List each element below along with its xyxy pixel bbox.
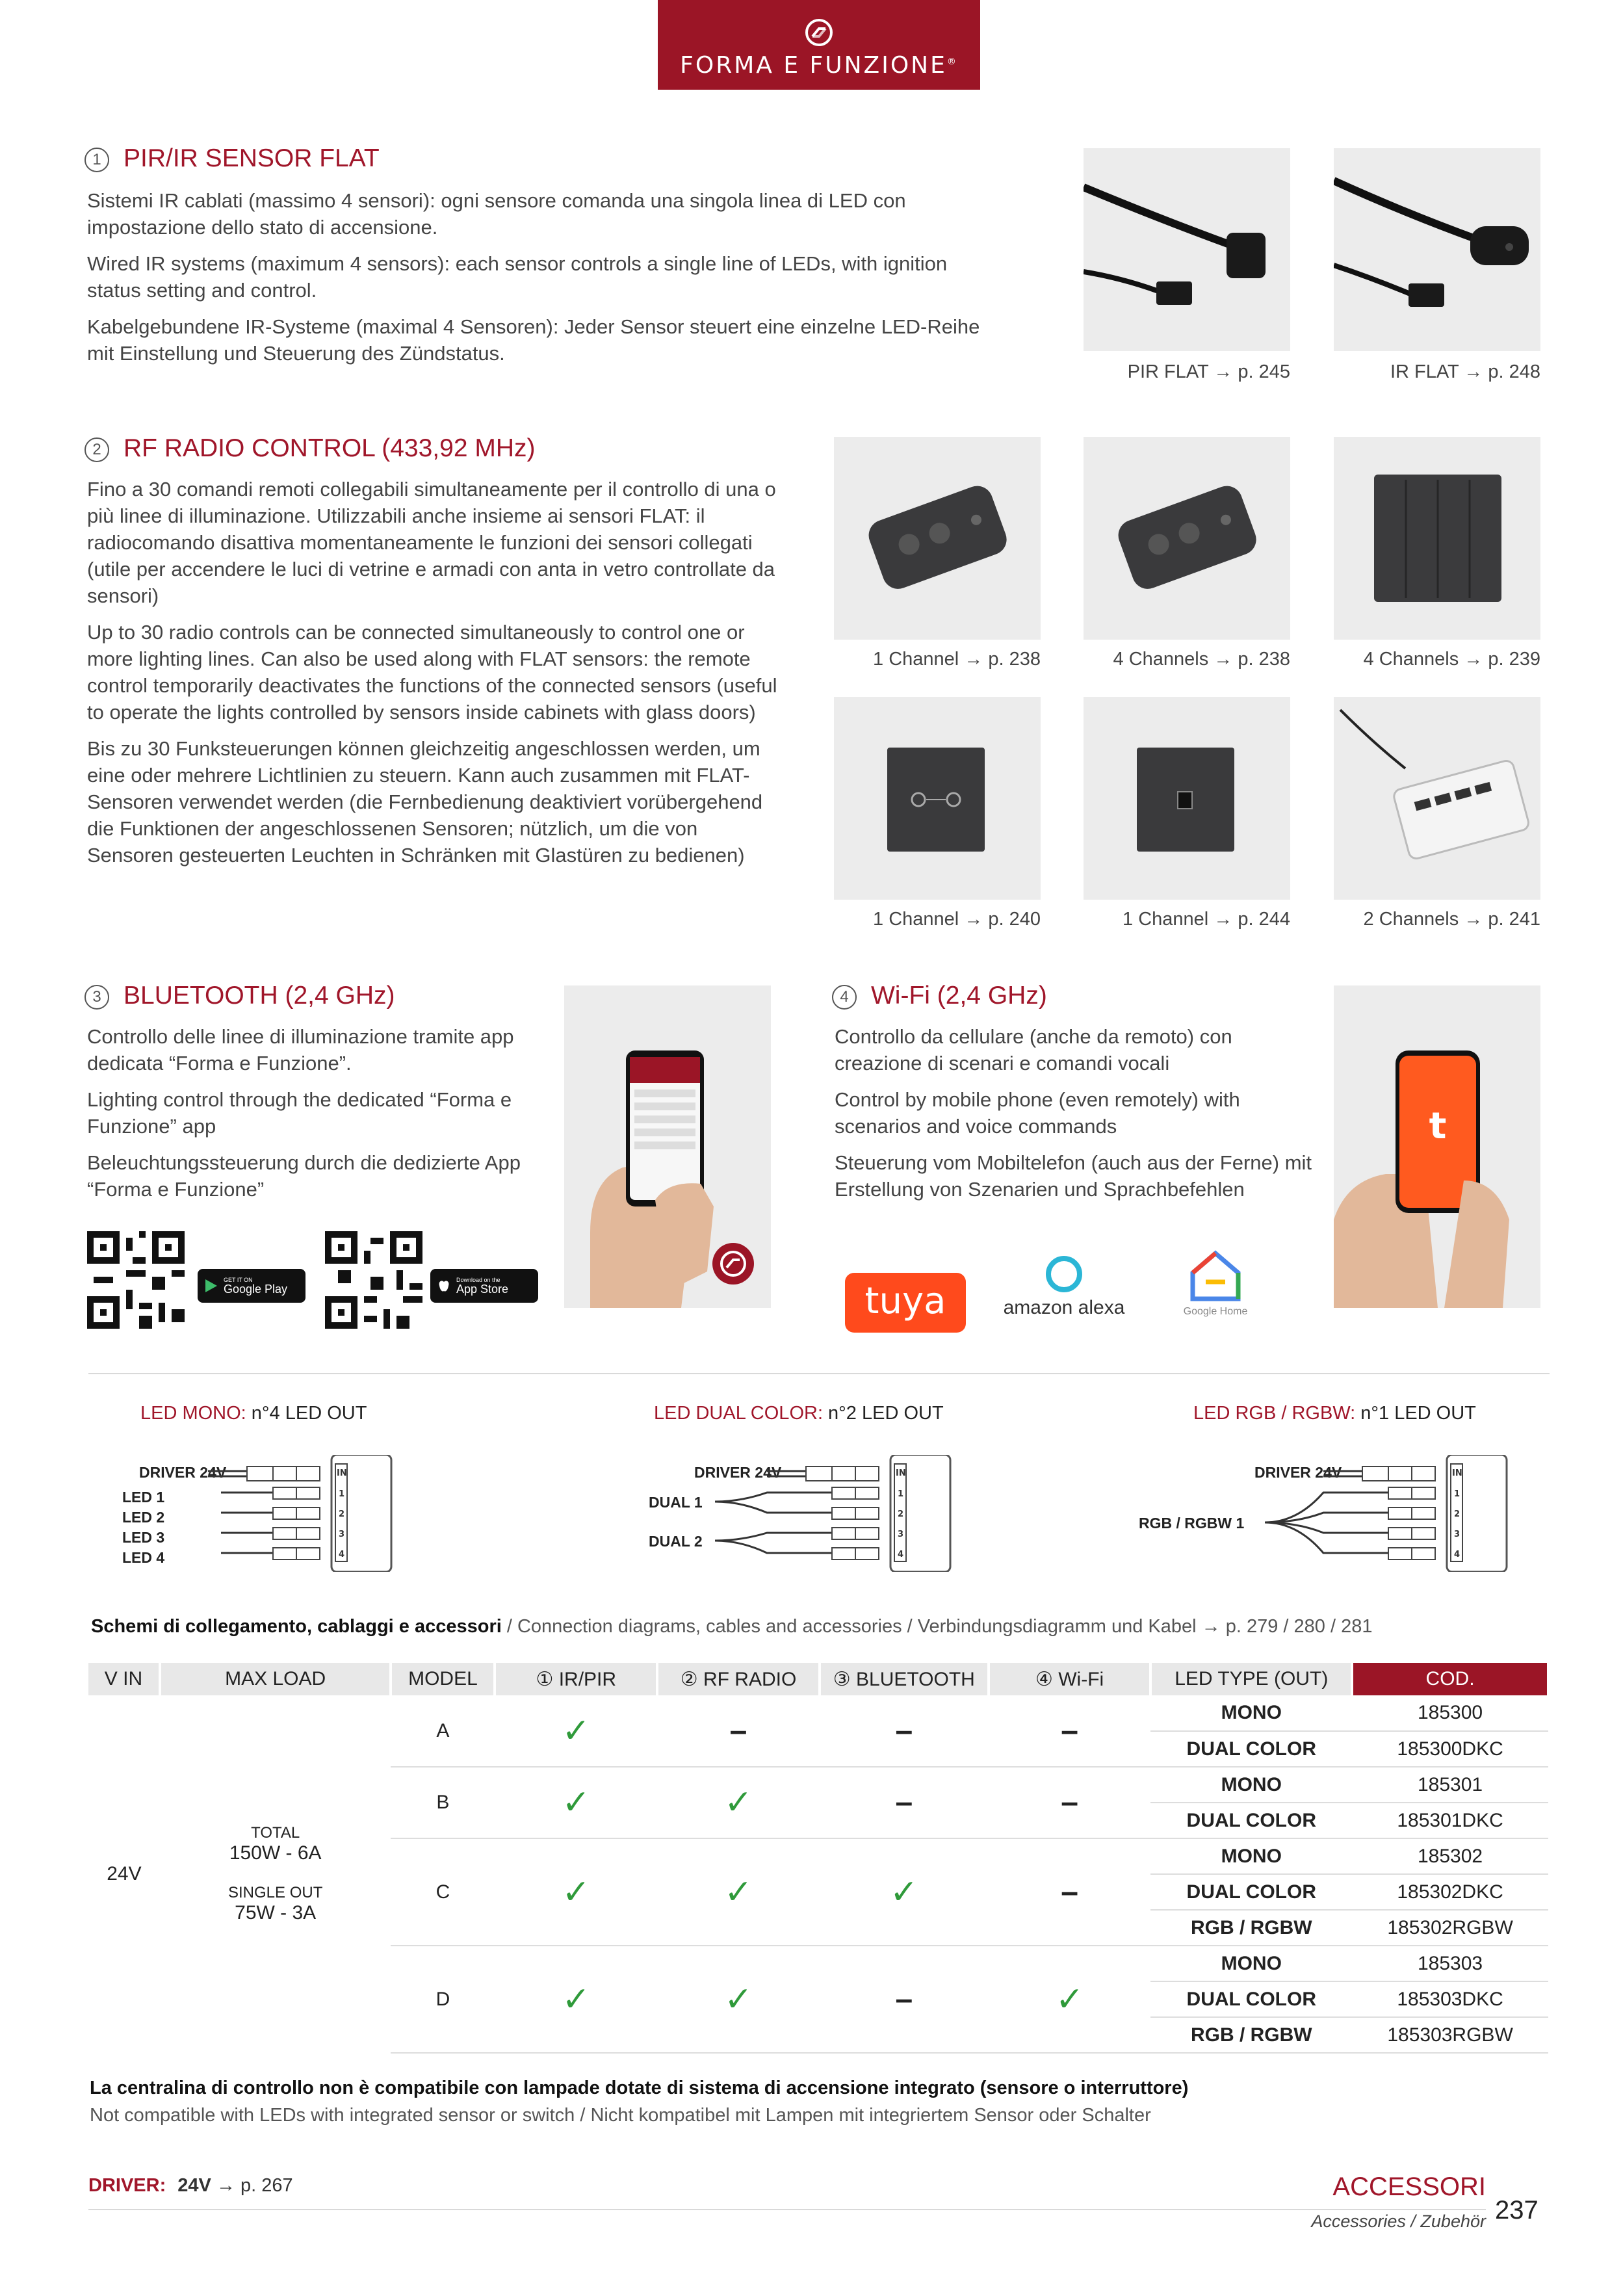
feature-cell-bt: [820, 1767, 989, 1838]
led-type-cell: MONO: [1150, 1695, 1352, 1731]
check-icon: ✓: [562, 1712, 591, 1750]
svg-text:2: 2: [898, 1509, 904, 1519]
section-pir-title: 1 PIR/IR SENSOR FLAT: [84, 144, 380, 173]
feature-cell-ir: [495, 1838, 657, 1946]
caption-rf-3: 4 Channels → p. 239: [1363, 649, 1540, 670]
dash-icon: –: [1061, 1785, 1078, 1820]
caption-rf-5: 1 Channel → p. 244: [1123, 909, 1290, 930]
app-store-label: App Store: [456, 1282, 509, 1296]
remote-4ch-icon: [1084, 437, 1290, 640]
max-load-cell: [160, 1695, 391, 2053]
svg-text:IN: IN: [896, 1468, 906, 1478]
svg-text:IN: IN: [1452, 1468, 1462, 1478]
wifi-app-photo: [1334, 985, 1540, 1308]
section-number-badge: 1: [84, 148, 109, 172]
feature-cell-bt: [820, 1838, 989, 1946]
section-pir-text: [87, 187, 997, 376]
feature-cell-wifi: [989, 1767, 1151, 1838]
col-model: MODEL: [391, 1663, 495, 1695]
google-play-small-text: GET IT ON: [224, 1276, 253, 1283]
code-cell: 185303RGBW: [1352, 2017, 1548, 2053]
product-photo-rf-1ch-wall-a: [834, 697, 1041, 900]
check-icon: ✓: [562, 1873, 591, 1911]
dash-icon: –: [895, 1981, 913, 2016]
led-type-cell: RGB / RGBW: [1150, 2017, 1352, 2053]
code-cell: 185302DKC: [1352, 1874, 1548, 1910]
wiring-rgb-title: LED RGB / RGBW: n°1 LED OUT: [1193, 1403, 1476, 1424]
feature-cell-rf: [657, 1838, 820, 1946]
code-cell: 185301DKC: [1352, 1803, 1548, 1838]
pir-sensor-icon: [1084, 148, 1290, 351]
check-icon: ✓: [724, 1784, 753, 1821]
brand-name: FORMA E FUNZIONE®: [680, 52, 958, 79]
section-rf-text: [87, 476, 789, 878]
model-cell: A: [391, 1695, 495, 1767]
section-number-badge: 4: [832, 985, 857, 1010]
wifi-text-de: Steuerung vom Mobiltelefon (auch aus der Ferne) mit Erstellung von Szenarien und Sprachbefehlen: [835, 1151, 1312, 1201]
pir-text-en: Wired IR systems (maximum 4 sensors): each sensor controls a single line of LEDs, with ignition status setting and control.: [87, 252, 948, 302]
svg-text:1: 1: [1454, 1489, 1461, 1499]
code-cell: 185303DKC: [1352, 1981, 1548, 2017]
wall-panel-4ch-icon: [1334, 437, 1540, 640]
code-cell: 185302: [1352, 1838, 1548, 1874]
brand-logo-icon: [803, 17, 835, 48]
feature-cell-wifi: [989, 1695, 1151, 1767]
wiring-dual-title: LED DUAL COLOR: n°2 LED OUT: [654, 1403, 944, 1424]
feature-cell-bt: [820, 1946, 989, 2053]
pir-text-de: Kabelgebundene IR-Systeme (maximal 4 Sensoren): Jeder Sensor steuert eine einzelne LED-Reihe mit Einstellung und Steuerung des Zündstatus.: [87, 315, 980, 365]
bt-text-en: Lighting control through the dedicated “Forma e Funzione” app: [87, 1088, 512, 1138]
qr-code-icon: [325, 1231, 422, 1329]
qr-code-google-play[interactable]: [87, 1231, 185, 1329]
apple-icon: [437, 1278, 451, 1294]
max-total-value: 150W - 6A: [229, 1842, 322, 1864]
code-cell: 185303: [1352, 1946, 1548, 1981]
google-play-badge[interactable]: [198, 1269, 305, 1303]
dash-icon: –: [1061, 1713, 1078, 1748]
col-wifi: ④ Wi-Fi: [989, 1663, 1151, 1695]
code-cell: 185300DKC: [1352, 1731, 1548, 1767]
check-icon: ✓: [1055, 1980, 1084, 2018]
led-type-cell: MONO: [1150, 1946, 1352, 1981]
svg-text:4: 4: [339, 1550, 345, 1559]
caption-rf-6: 2 Channels → p. 241: [1363, 909, 1540, 930]
svg-text:2: 2: [1454, 1509, 1461, 1519]
vin-cell: 24V: [107, 1863, 142, 1885]
wall-switch-2btn-icon: [834, 697, 1041, 900]
section-rf-title: 2 RF RADIO CONTROL (433,92 MHz): [84, 434, 535, 463]
section-number-badge: 2: [84, 437, 109, 462]
footer-section-subtitle: Accessories / Zubehör: [1311, 2211, 1486, 2231]
alexa-logo: [996, 1255, 1132, 1333]
google-home-icon: [1186, 1249, 1245, 1303]
dash-icon: –: [895, 1785, 913, 1820]
bt-text-it: Controllo delle linee di illuminazione tramite app dedicata “Forma e Funzione”.: [87, 1025, 514, 1075]
mono-wiring-diagram: [208, 1455, 396, 1572]
mono-led-3-label: LED 3: [122, 1529, 165, 1546]
check-icon: ✓: [890, 1873, 918, 1911]
code-cell: 185301: [1352, 1767, 1548, 1803]
dash-icon: –: [895, 1713, 913, 1748]
dual-2-label: DUAL 2: [649, 1533, 703, 1550]
footer-driver: DRIVER: 24V → p. 267: [88, 2175, 293, 2196]
brand-header: [658, 0, 980, 90]
mono-driver-label: DRIVER 24V: [139, 1464, 227, 1481]
wiring-note: Schemi di collegamento, cablaggi e accessori / Connection diagrams, cables and accessories / Verbindungsdiagramm und Kabel → p. 279 / 280 / 281: [91, 1616, 1373, 1637]
feature-cell-bt: [820, 1695, 989, 1767]
ir-sensor-icon: [1334, 148, 1540, 351]
mono-led-2-label: LED 2: [122, 1509, 165, 1526]
feature-cell-rf: [657, 1695, 820, 1767]
footer-divider: [88, 2209, 1486, 2210]
compat-note: Not compatible with LEDs with integrated sensor or switch / Nicht kompatibel mit Lampen mit integriertem Sensor oder Schalter: [90, 2105, 1151, 2126]
svg-text:1: 1: [898, 1489, 904, 1499]
forma-funzione-app-icon: [711, 1242, 755, 1286]
rf-text-it: Fino a 30 comandi remoti collegabili simultaneamente per il controllo di una o più linee di illuminazione. Utilizzabili anche insieme ai sensori FLAT: il radiocomando disattiva momentaneamente le funzioni dei sensori collegati (utile per accendere le luci di vetrine e armadi con anta in vetro controllate da sensori): [87, 478, 776, 607]
section-wifi-text: [835, 1023, 1316, 1212]
led-type-cell: DUAL COLOR: [1150, 1981, 1352, 2017]
wall-switch-1btn-icon: [1084, 697, 1290, 900]
wiring-mono-title: LED MONO: n°4 LED OUT: [140, 1403, 367, 1424]
bt-text-de: Beleuchtungssteuerung durch die dedizierte App “Forma e Funzione”: [87, 1151, 521, 1201]
feature-cell-rf: [657, 1946, 820, 2053]
section-bluetooth-text: [87, 1023, 568, 1212]
google-home-label: Google Home: [1183, 1306, 1248, 1317]
remote-1ch-icon: [834, 437, 1041, 640]
rgb-driver-label: DRIVER 24V: [1254, 1464, 1342, 1481]
dual-wiring-diagram: [715, 1455, 955, 1572]
model-cell: D: [391, 1946, 495, 2053]
divider: [88, 1373, 1550, 1374]
caption-ir-flat: IR FLAT → p. 248: [1390, 361, 1540, 382]
wifi-text-en: Control by mobile phone (even remotely) with scenarios and voice commands: [835, 1088, 1240, 1138]
product-photo-rf-2ch-receiver: [1334, 697, 1540, 900]
led-type-cell: RGB / RGBW: [1150, 1910, 1352, 1946]
led-type-cell: MONO: [1150, 1838, 1352, 1874]
svg-text:t: t: [1429, 1105, 1447, 1147]
max-single-label: SINGLE OUT: [228, 1884, 323, 1901]
google-play-icon: [204, 1278, 218, 1294]
svg-text:IN: IN: [337, 1468, 347, 1478]
compat-note-bold: La centralina di controllo non è compatibile con lampade dotate di sistema di accensione integrato (sensore o interruttore): [90, 2078, 1189, 2098]
caption-rf-4: 1 Channel → p. 240: [873, 909, 1041, 930]
dual-1-label: DUAL 1: [649, 1494, 703, 1511]
product-photo-pir-flat: [1084, 148, 1290, 351]
feature-cell-ir: [495, 1695, 657, 1767]
svg-text:1: 1: [339, 1489, 345, 1499]
spec-table: [88, 1663, 1550, 2054]
rgb-wiring-diagram: [1265, 1455, 1512, 1572]
max-single-value: 75W - 3A: [235, 1902, 317, 1924]
caption-rf-2: 4 Channels → p. 238: [1113, 649, 1290, 670]
feature-cell-rf: [657, 1767, 820, 1838]
receiver-module-icon: [1334, 697, 1540, 900]
col-max-load: MAX LOAD: [160, 1663, 391, 1695]
model-cell: B: [391, 1767, 495, 1838]
mono-led-4-label: LED 4: [122, 1549, 165, 1566]
dash-icon: –: [1061, 1874, 1078, 1909]
feature-cell-wifi: [989, 1838, 1151, 1946]
phone-tuya-icon: [1334, 985, 1540, 1308]
section-wifi-title: 4 Wi-Fi (2,4 GHz): [832, 982, 1047, 1010]
feature-cell-wifi: [989, 1946, 1151, 2053]
bluetooth-app-photo: [564, 985, 771, 1308]
section-bluetooth-title: 3 BLUETOOTH (2,4 GHz): [84, 982, 395, 1010]
col-led-type: LED TYPE (OUT): [1150, 1663, 1352, 1695]
max-total-label: TOTAL: [251, 1824, 300, 1842]
table-header-row: [88, 1663, 1548, 1695]
code-cell: 185302RGBW: [1352, 1910, 1548, 1946]
caption-pir-flat: PIR FLAT → p. 245: [1127, 361, 1290, 382]
led-type-cell: DUAL COLOR: [1150, 1874, 1352, 1910]
rf-text-de: Bis zu 30 Funksteuerungen können gleichzeitig angeschlossen werden, um eine oder mehrere Lichtlinien zu steuern. Kann auch zusammen mit FLAT-Sensoren verwendet werden (die Fernbedienung deaktiviert vorübergehend die Funktionen der angeschlossenen Sensoren; nützlich, um die von Sensoren gesteuerten Leuchten in Schränken mit Glastüren zu bedienen): [87, 737, 763, 867]
pir-text-it: Sistemi IR cablati (massimo 4 sensori): ogni sensore comanda una singola linea di LED con impostazione dello stato di accensione.: [87, 189, 906, 239]
feature-cell-ir: [495, 1767, 657, 1838]
check-icon: ✓: [562, 1784, 591, 1821]
product-photo-rf-1ch-remote: [834, 437, 1041, 640]
qr-code-icon: [87, 1231, 185, 1329]
caption-rf-1: 1 Channel → p. 238: [873, 649, 1041, 670]
check-icon: ✓: [724, 1873, 753, 1911]
product-photo-rf-4ch-remote: [1084, 437, 1290, 640]
code-cell: 185300: [1352, 1695, 1548, 1731]
col-vin: V IN: [88, 1663, 160, 1695]
product-photo-ir-flat: [1334, 148, 1540, 351]
led-type-cell: DUAL COLOR: [1150, 1731, 1352, 1767]
col-ir-pir: ① IR/PIR: [495, 1663, 657, 1695]
model-cell: C: [391, 1838, 495, 1946]
footer-section-title: ACCESSORI: [1332, 2172, 1486, 2201]
google-play-label: Google Play: [224, 1282, 288, 1296]
dual-driver-label: DRIVER 24V: [694, 1464, 782, 1481]
svg-text:3: 3: [1454, 1530, 1461, 1539]
product-photo-rf-1ch-wall-b: [1084, 697, 1290, 900]
led-type-cell: DUAL COLOR: [1150, 1803, 1352, 1838]
alexa-label: amazon alexa: [1003, 1297, 1125, 1318]
feature-cell-ir: [495, 1946, 657, 2053]
product-photo-rf-4ch-panel: [1334, 437, 1540, 640]
rf-text-en: Up to 30 radio controls can be connected simultaneously to control one or more lighting lines. Can also be used along with FLAT sensors: the remote control temporarily deactivates the functions of the connected sensors (useful to operate the lights controlled by sensors inside cabinets with glass doors): [87, 621, 777, 724]
tuya-logo: tuya: [845, 1273, 966, 1333]
wifi-text-it: Controllo da cellulare (anche da remoto) con creazione di scenari e comandi vocali: [835, 1025, 1232, 1075]
section-number-badge: 3: [84, 985, 109, 1010]
check-icon: ✓: [562, 1980, 591, 2018]
svg-text:3: 3: [898, 1530, 904, 1539]
qr-code-app-store[interactable]: [325, 1231, 422, 1329]
col-bluetooth: ③ BLUETOOTH: [820, 1663, 989, 1695]
app-store-badge[interactable]: [430, 1269, 538, 1303]
page-number: 237: [1495, 2196, 1539, 2224]
check-icon: ✓: [724, 1980, 753, 2018]
col-code: COD.: [1352, 1663, 1548, 1695]
col-rf-radio: ② RF RADIO: [657, 1663, 820, 1695]
svg-text:4: 4: [1454, 1550, 1461, 1559]
app-store-small-text: Download on the: [456, 1276, 500, 1283]
table-row: [88, 1695, 1548, 1731]
led-type-cell: MONO: [1150, 1767, 1352, 1803]
google-home-logo: [1157, 1249, 1274, 1334]
svg-text:3: 3: [339, 1530, 345, 1539]
mono-led-1-label: LED 1: [122, 1489, 165, 1506]
alexa-ring-icon: [1045, 1255, 1084, 1294]
dash-icon: –: [729, 1713, 747, 1748]
svg-text:4: 4: [898, 1550, 904, 1559]
svg-text:2: 2: [339, 1509, 345, 1519]
rgb-1-label: RGB / RGBW 1: [1139, 1515, 1245, 1532]
